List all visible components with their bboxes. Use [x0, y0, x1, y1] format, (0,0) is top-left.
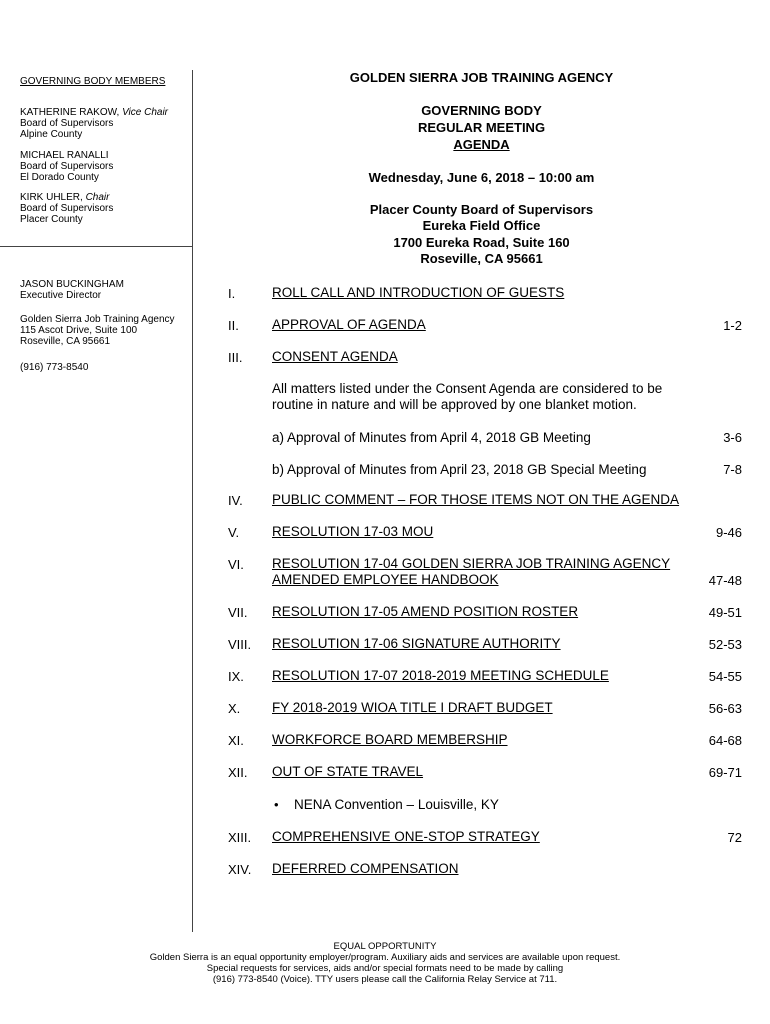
column-divider [192, 70, 193, 932]
member-name: KATHERINE RAKOW, [20, 107, 120, 118]
director-name: JASON BUCKINGHAM [20, 279, 124, 290]
item-number: IV. [228, 493, 243, 508]
address-line: 115 Ascot Drive, Suite 100 [20, 325, 138, 336]
item-number: VIII. [228, 637, 252, 652]
item-number: IX. [228, 669, 244, 684]
item-title: RESOLUTION 17-07 2018-2019 MEETING SCHEDULE [272, 668, 609, 683]
footer-notice [0, 941, 770, 985]
footer-line: Golden Sierra is an equal opportunity employer/program. Auxiliary aids and services are available upon request. [149, 952, 621, 963]
member-county: Alpine County [20, 129, 83, 140]
item-pages: 52-53 [708, 637, 742, 652]
agency-address [20, 314, 175, 347]
consent-item-a-pages: 3-6 [723, 430, 742, 445]
address-line: Golden Sierra Job Training Agency [20, 314, 175, 325]
footer-line: EQUAL OPPORTUNITY [333, 941, 437, 952]
item-number: V. [228, 525, 240, 540]
item-title: COMPREHENSIVE ONE-STOP STRATEGY [272, 829, 540, 844]
address-line: Roseville, CA 95661 [20, 336, 111, 347]
director-title: Executive Director [20, 290, 102, 301]
item-title: ROLL CALL AND INTRODUCTION OF GUESTS [272, 285, 565, 300]
director-block [20, 279, 124, 301]
item-pages: 54-55 [708, 669, 742, 684]
item-number: XIII. [228, 830, 252, 845]
member-board: Board of Supervisors [20, 203, 114, 214]
consent-note: routine in nature and will be approved by one blanket motion. [272, 397, 637, 412]
item-pages: 9-46 [715, 525, 742, 540]
item-number: III. [228, 350, 243, 365]
item-pages: 47-48 [708, 573, 742, 588]
item-number: VI. [228, 557, 244, 572]
item-number: I. [228, 286, 236, 301]
sidebar-heading: GOVERNING BODY MEMBERS [20, 76, 166, 87]
consent-item-a: a) Approval of Minutes from April 4, 2018 GB Meeting [272, 430, 591, 445]
meeting-type: REGULAR MEETING [417, 120, 546, 135]
governing-body-title: GOVERNING BODY [421, 103, 542, 118]
item-title: RESOLUTION 17-03 MOU [272, 524, 434, 539]
member-name: MICHAEL RANALLI [20, 150, 109, 161]
meeting-datetime: Wednesday, June 6, 2018 – 10:00 am [368, 170, 595, 185]
member-name: KIRK UHLER, [20, 192, 83, 203]
member-ranalli [20, 150, 113, 183]
venue-line: Eureka Field Office [422, 218, 541, 233]
item-pages: 69-71 [708, 765, 742, 780]
item-title: RESOLUTION 17-06 SIGNATURE AUTHORITY [272, 636, 561, 651]
item-number: VII. [228, 605, 248, 620]
item-title: APPROVAL OF AGENDA [272, 317, 426, 332]
item-title: OUT OF STATE TRAVEL [272, 764, 424, 779]
member-county: Placer County [20, 214, 83, 225]
venue-line: Placer County Board of Supervisors [369, 202, 594, 217]
footer-line: (916) 773-8540 (Voice). TTY users please call the California Relay Service at 711. [212, 974, 558, 985]
travel-bullet: NENA Convention – Louisville, KY [294, 797, 499, 812]
item-number: X. [228, 701, 241, 716]
item-pages: 49-51 [708, 605, 742, 620]
item-title: FY 2018-2019 WIOA TITLE I DRAFT BUDGET [272, 700, 553, 715]
item-pages: 64-68 [708, 733, 742, 748]
member-board: Board of Supervisors [20, 118, 114, 129]
sidebar-divider [0, 246, 193, 247]
venue-line: 1700 Eureka Road, Suite 160 [393, 235, 570, 250]
item-title-cont: AMENDED EMPLOYEE HANDBOOK [272, 572, 499, 587]
item-pages: 72 [727, 830, 742, 845]
item-number: XI. [228, 733, 244, 748]
item-title: PUBLIC COMMENT – FOR THOSE ITEMS NOT ON THE AGENDA [272, 492, 680, 507]
member-role: Chair [85, 192, 110, 203]
item-title: DEFERRED COMPENSATION [272, 861, 459, 876]
item-number: XII. [228, 765, 248, 780]
bullet-icon: • [274, 797, 279, 812]
member-board: Board of Supervisors [20, 161, 114, 172]
agency-phone: (916) 773-8540 [20, 362, 89, 373]
member-uhler [20, 192, 113, 225]
item-pages: 1-2 [723, 318, 742, 333]
item-title: RESOLUTION 17-05 AMEND POSITION ROSTER [272, 604, 579, 619]
item-title: WORKFORCE BOARD MEMBERSHIP [272, 732, 508, 747]
member-county: El Dorado County [20, 172, 99, 183]
agency-title: GOLDEN SIERRA JOB TRAINING AGENCY [349, 70, 614, 85]
item-title: RESOLUTION 17-04 GOLDEN SIERRA JOB TRAINING AGENCY [272, 556, 671, 571]
agenda-title: AGENDA [453, 137, 510, 152]
member-rakow [20, 107, 168, 140]
member-role: Vice Chair [122, 107, 169, 118]
venue-line: Roseville, CA 95661 [420, 251, 543, 266]
consent-item-b-pages: 7-8 [723, 462, 742, 477]
item-pages: 56-63 [708, 701, 742, 716]
consent-note: All matters listed under the Consent Agenda are considered to be [272, 381, 663, 396]
item-number: II. [228, 318, 239, 333]
footer-line: Special requests for services, aids and/or special formats need to be made by calling [206, 963, 564, 974]
item-title: CONSENT AGENDA [272, 349, 398, 364]
consent-item-b: b) Approval of Minutes from April 23, 2018 GB Special Meeting [272, 462, 647, 477]
item-number: XIV. [228, 862, 252, 877]
